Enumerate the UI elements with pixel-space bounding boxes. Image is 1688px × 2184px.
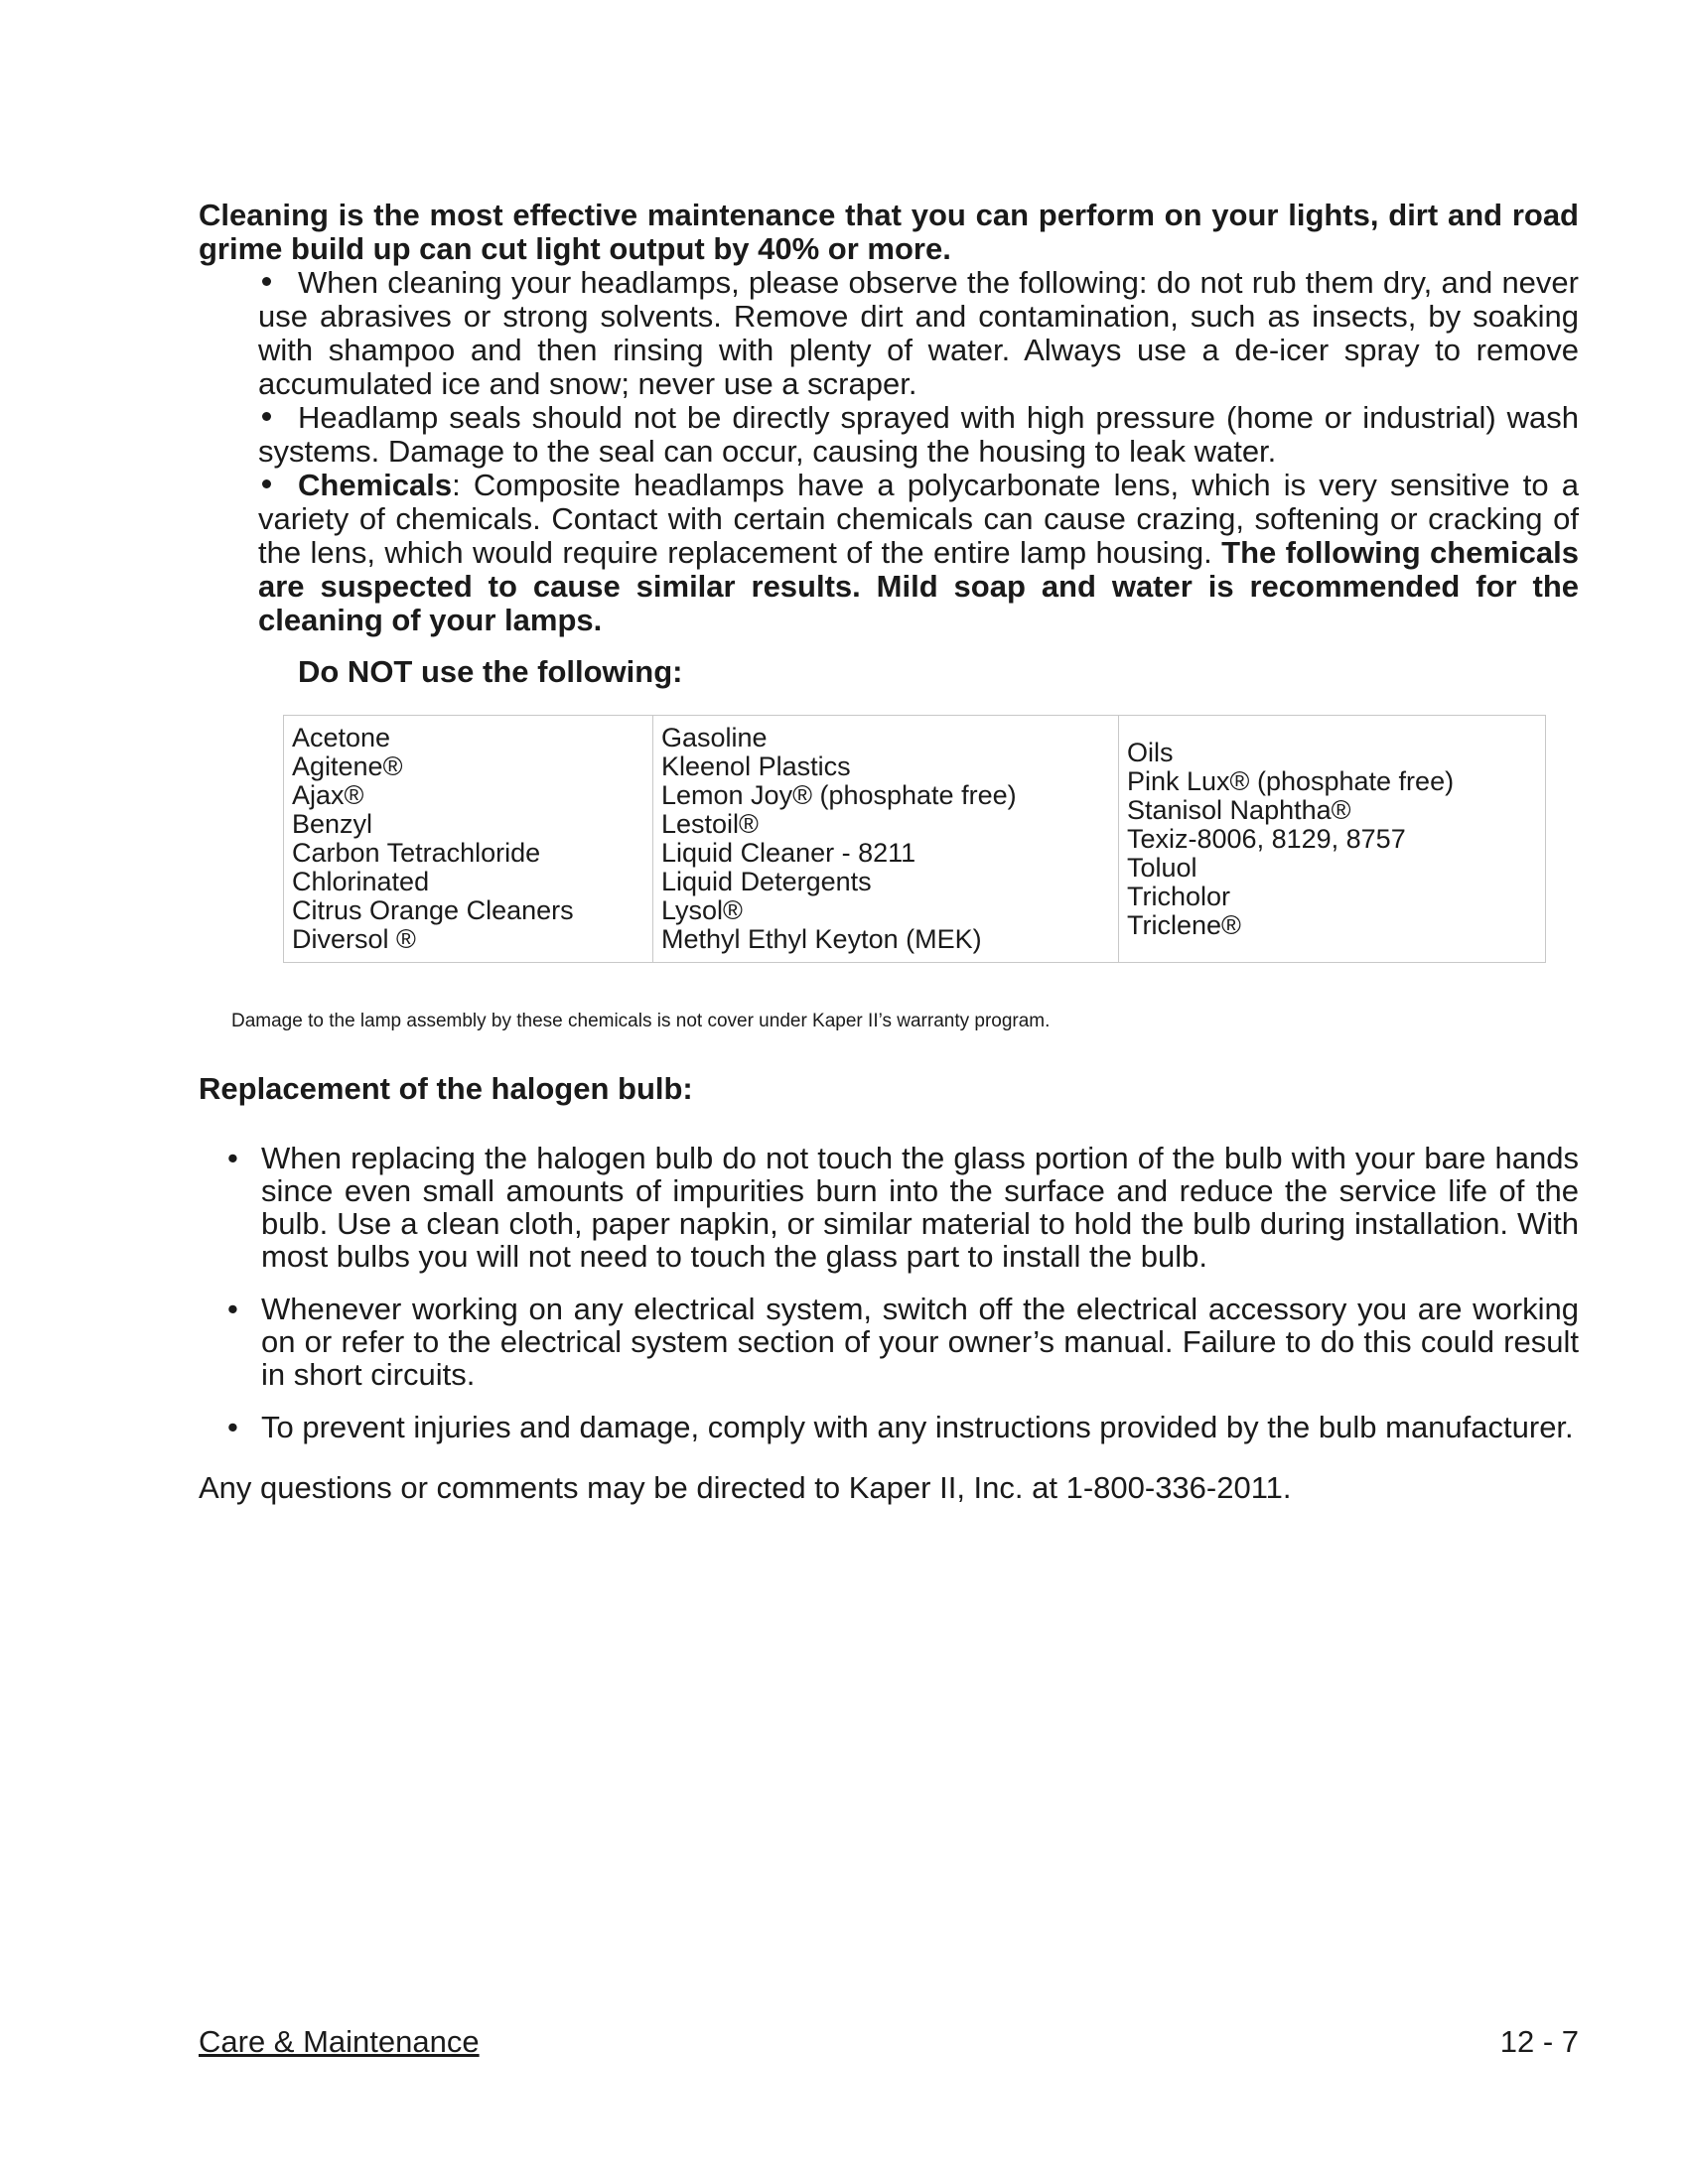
bullet-dot-icon <box>258 469 298 502</box>
list-item: • Whenever working on any electrical system, switch off the electrical accessory you are working on or refer to the electrical system section of your owner’s manual. Failure to do this could result in short circuits. <box>261 1293 1579 1391</box>
chemical-item: Chlorinated <box>292 867 430 896</box>
cleaning-bullet-headlamps <box>258 266 1579 401</box>
chemical-item: Methyl Ethyl Keyton (MEK) <box>661 924 982 954</box>
cleaning-bullet-chemicals <box>258 469 1579 637</box>
chemical-item: Gasoline <box>661 723 768 752</box>
warranty-note: Damage to the lamp assembly by these chemicals is not cover under Kaper II’s warranty program. <box>231 1011 1051 1031</box>
chemicals-column-1 <box>284 716 653 963</box>
chemicals-label: Chemicals <box>298 468 453 502</box>
chemical-item: Tricholor <box>1127 881 1231 911</box>
contact-line: Any questions or comments may be directed to Kaper II, Inc. at 1-800-336-2011. <box>199 1470 1292 1505</box>
chemical-item: Liquid Cleaner - 8211 <box>661 838 916 868</box>
donot-heading: Do NOT use the following: <box>298 654 683 689</box>
chemicals-column-3 <box>1119 716 1546 963</box>
chemical-item: Kleenol Plastics <box>661 751 851 781</box>
table-row <box>284 716 1546 963</box>
chemical-item: Benzyl <box>292 809 373 839</box>
cleaning-bullets <box>258 266 1579 637</box>
chemical-item: Liquid Detergents <box>661 867 872 896</box>
chemicals-column-2 <box>653 716 1119 963</box>
bullet-dot-icon <box>258 266 298 300</box>
list-item: • When replacing the halogen bulb do not touch the glass portion of the bulb with your bare hands since even small amounts of impurities burn into the surface and reduce the service life of the bulb. Use a clean cloth, paper napkin, or similar material to hold the bulb during installation. With most bulbs you will not need to touch the glass part to install the bulb. <box>261 1142 1579 1273</box>
chemical-item: Lysol® <box>661 895 743 925</box>
chemical-item: Stanisol Naphtha® <box>1127 794 1351 825</box>
replacement-bullets <box>199 1142 1579 1443</box>
chemical-item: Agitene® <box>292 751 403 781</box>
footer-section-title: Care & Maintenance <box>199 2024 480 2059</box>
chemical-item: Carbon Tetrachloride <box>292 838 541 868</box>
chemical-item: Diversol ® <box>292 924 416 954</box>
document-page <box>199 199 1579 1505</box>
bullet-dot-icon <box>258 401 298 435</box>
page-footer <box>199 2025 1579 2059</box>
cleaning-bullet-text: Headlamp seals should not be directly sprayed with high pressure (home or industrial) wash systems. Damage to the seal can occur, causing the housing to leak water. <box>258 400 1579 469</box>
chemical-item: Toluol <box>1127 852 1197 883</box>
chemical-item: Lestoil® <box>661 809 759 839</box>
chemicals-warning: The following chemicals are suspected to cause similar results. Mild soap and water is recommended for the cleaning of your lamps. <box>258 535 1579 637</box>
chemical-item: Triclene® <box>1127 909 1241 940</box>
replacement-heading: Replacement of the halogen bulb: <box>199 1071 693 1106</box>
list-item: • To prevent injuries and damage, comply with any instructions provided by the bulb manufacturer. <box>261 1411 1579 1443</box>
chemicals-table <box>283 715 1546 963</box>
chemical-item: Ajax® <box>292 780 364 810</box>
chemical-item: Lemon Joy® (phosphate free) <box>661 780 1017 810</box>
cleaning-bullet-text: When cleaning your headlamps, please observe the following: do not rub them dry, and never use abrasives or strong solvents. Remove dirt and contamination, such as insects, by soaking with shampoo and then rinsing with plenty of water. Always use a de-icer spray to remove accumulated ice and snow; never use a scraper. <box>258 265 1579 401</box>
chemicals-text: : Composite headlamps have a polycarbonate lens, which is very sensitive to a variety of chemicals. Contact with certain chemicals can cause crazing, softening or cracking of the lens, which would require replacement of the entire lamp housing. <box>258 468 1579 570</box>
chemical-item: Citrus Orange Cleaners <box>292 895 574 925</box>
intro-paragraph: Cleaning is the most effective maintenance that you can perform on your lights, dirt and road grime build up can cut light output by 40% or more. <box>199 198 1579 266</box>
chemical-item: Pink Lux® (phosphate free) <box>1127 765 1455 796</box>
footer-page-number: 12 - 7 <box>1499 2024 1579 2059</box>
chemical-item: Texiz-8006, 8129, 8757 <box>1127 823 1406 854</box>
chemical-item: Acetone <box>292 723 391 752</box>
cleaning-bullet-seals <box>258 401 1579 469</box>
chemical-item: Oils <box>1127 737 1174 767</box>
